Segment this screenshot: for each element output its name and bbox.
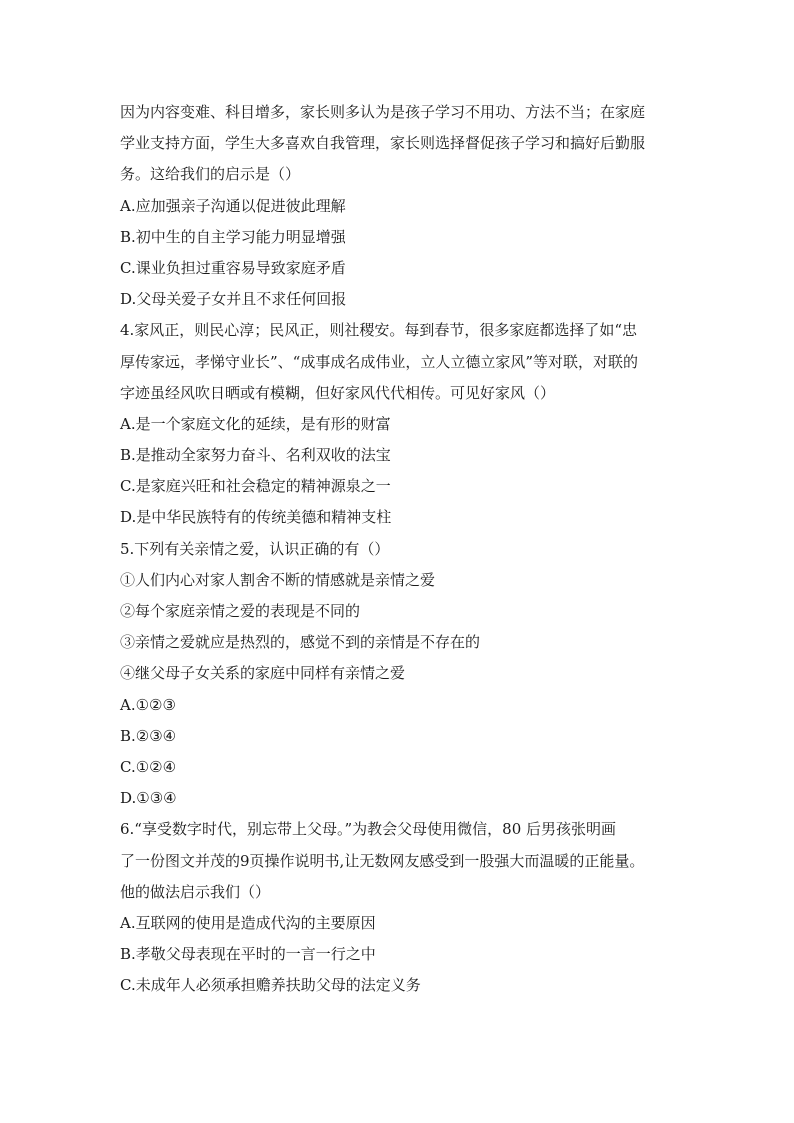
option-c: C.是家庭兴旺和社会稳定的精神源泉之一 bbox=[120, 477, 391, 496]
stem-line: 厚传家远，孝悌守业长”、“成事成名成伟业，立人立德立家风”等对联，对联的 bbox=[120, 352, 639, 371]
option-d: D.①③④ bbox=[120, 789, 177, 808]
option-d: D.父母关爱子女并且不求任何回报 bbox=[120, 290, 347, 309]
option-c: C.①②④ bbox=[120, 757, 177, 776]
stem-line: 因为内容变难、科目增多，家长则多认为是孩子学习不用功、方法不当；在家庭 bbox=[120, 103, 646, 121]
option-d: D.是中华民族特有的传统美德和精神支柱 bbox=[120, 508, 392, 527]
question-6 bbox=[120, 814, 680, 1001]
option-c: C.未成年人必须承担赡养扶助父母的法定义务 bbox=[120, 976, 421, 995]
option-a: A.应加强亲子沟通以促进彼此理解 bbox=[120, 196, 346, 215]
statement-2: ②每个家庭亲情之爱的表现是不同的 bbox=[120, 602, 361, 620]
statement-3: ③亲情之爱就应是热烈的，感觉不到的亲情是不存在的 bbox=[120, 633, 481, 652]
option-a: A.互联网的使用是造成代沟的主要原因 bbox=[120, 913, 376, 932]
option-c: C.课业负担过重容易导致家庭矛盾 bbox=[120, 258, 346, 277]
document-page bbox=[120, 97, 680, 1001]
question-stem: 5.下列有关亲情之爱，认识正确的有（） bbox=[120, 539, 390, 558]
option-a: A.是一个家庭文化的延续，是有形的财富 bbox=[120, 414, 391, 433]
stem-line: 了一份图文并茂的9页操作说明书,让无数网友感受到一股强大而温暖的正能量。 bbox=[120, 851, 645, 870]
option-a: A.①②③ bbox=[120, 695, 176, 714]
option-b: B.是推动全家努力奋斗、名利双收的法宝 bbox=[120, 446, 391, 465]
question-3-continuation bbox=[120, 97, 680, 315]
stem-line: 字迹虽经风吹日晒或有模糊，但好家风代代相传。可见好家风（） bbox=[120, 383, 556, 402]
option-b: B.初中生的自主学习能力明显增强 bbox=[120, 227, 346, 246]
option-b: B.孝敬父母表现在平时的一言一行之中 bbox=[120, 945, 376, 964]
question-4 bbox=[120, 315, 680, 533]
question-5 bbox=[120, 534, 680, 815]
stem-line: 他的做法启示我们（） bbox=[120, 882, 271, 901]
statement-1: ①人们内心对家人割舍不断的情感就是亲情之爱 bbox=[120, 570, 436, 589]
stem-line: 4.家风正，则民心淳；民风正，则社稷安。每到春节，很多家庭都选择了如“忠 bbox=[120, 321, 637, 340]
statement-4: ④继父母子女关系的家庭中同样有亲情之爱 bbox=[120, 664, 406, 683]
option-b: B.②③④ bbox=[120, 726, 177, 745]
stem-line: 6.“享受数字时代，别忘带上父母。”为教会父母使用微信，80 后男孩张明画 bbox=[120, 820, 617, 839]
stem-line: 务。这给我们的启示是（） bbox=[120, 165, 301, 184]
stem-line: 学业支持方面，学生大多喜欢自我管理，家长则选择督促孩子学习和搞好后勤服 bbox=[120, 134, 646, 153]
